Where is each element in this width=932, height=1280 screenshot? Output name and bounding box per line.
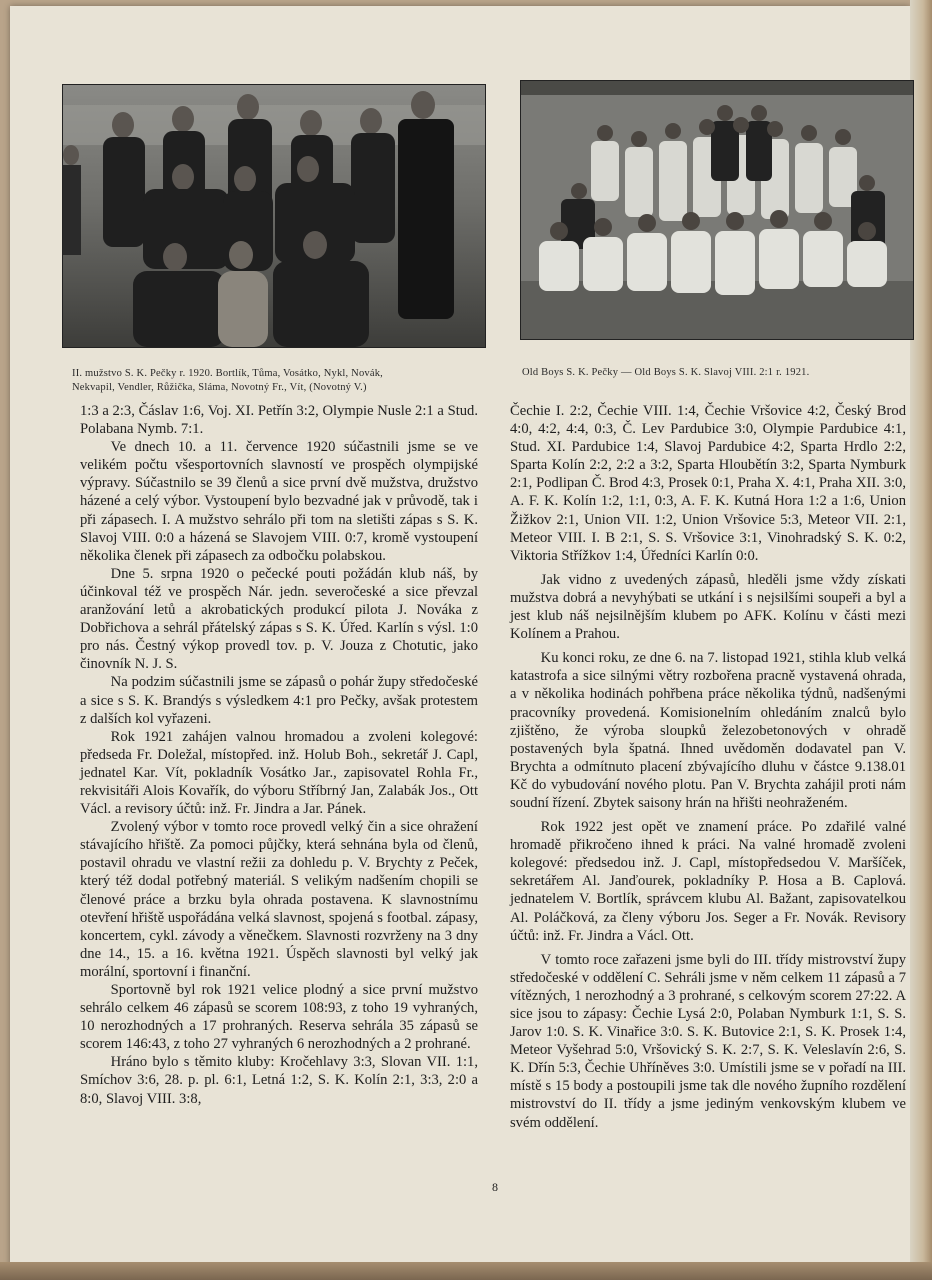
paragraph: V tomto roce zařazeni jsme byli do III. třídy mistrovství župy středočeské v oddělení C. Sehráli jsme v něm celkem 11 zápasů a 7 vítězných, 1 nerozhodný a 3 prohrané, s celkovým scorem 27:22. A sice jsou to zápasy: Čechie Lysá 2:0, Polaban Nymburk 1:1, S. S. Jarov 1:0. S. K. Vinařice 3:0. S. K. Butovice 2:1, S. K. Prosek 1:4, Meteor Vyšehrad 5:0, Vršovický S. K. 2:7, S. K. Veleslavín 2:6, S. K. Dřín 5:3, Čechie Uhříněves 3:0. Umístili jsme se v pořadí na III. místě s 15 body a postoupili jsme tak dle nového župního rozdělení mistrovství do II. třídy a jsme jediným venkovským klubem ve svém oddělení. — [510, 951, 906, 1131]
left-photo-caption — [72, 367, 492, 395]
paragraph: Ve dnech 10. a 11. července 1920 súčastnili jsme se ve velikém počtu všesportovních slavností ve prospěch olympijské výpravy. Súčastnilo se 39 členů a sice první dvě mužstva, družstvo házené a celý výbor. Vystoupení bylo bezvadné jak v průvodě, tak i při zápasech. I. A mužstvo sehrálo při tom na sletišti zápas s S. K. Slavoj VIII. 0:0 a házená se Slavojem VIII. 0:7, kromě vystoupení několika členek při zápasech za odbočku polabskou. — [80, 439, 478, 564]
paragraph: Čechie I. 2:2, Čechie VIII. 1:4, Čechie Vršovice 4:2, Český Brod 4:0, 4:2, 4:4, 0:3, Č. Lev Pardubice 3:0, Olympie Pardubice 4:1, Stud. XI. Pardubice 1:4, Slavoj Pardubice 4:2, Sparta Hrdlo 2:2, Sparta Kolín 2:2, 2:2 a 3:2, Sparta Hloubětín 3:2, Sparta Nymburk 2:1, Podlipan Č. Brod 4:3, Prosek 0:1, Praha X. 4:1, Praha XII. 3:0, A. F. K. Kolín 1:2, 1:1, 0:3, A. F. K. Kutná Hora 1:2 a 1:6, Union Žižkov 2:1, Union VII. 1:2, Union Vršovice 5:3, Meteor VII. 2:1, Meteor VIII. I. B 2:1, S. S. Vršovice 3:1, Vinohradský S. K. 0:2, Viktoria Střížkov 1:4, Úředníci Karlín 0:0. — [510, 403, 906, 564]
team-photo-left-image — [63, 85, 485, 347]
paragraph: Dne 5. srpna 1920 o pečecké pouti požádán klub náš, by účinkoval též ve prospěch Nár. jedn. severočeské a sice převzal aranžování letů a akrobatických produkcí pilota J. Nováka z Dobřichova a sehrál přátelský zápas s S. K. Úřed. Karlín s výsl. 1:0 pro nás. Čestný výkop provedl tov. p. V. Jouza z Chotutic, jako činovník N. J. S. — [80, 565, 478, 673]
team-photo-right — [520, 80, 914, 340]
paragraph: Rok 1921 zahájen valnou hromadou a zvoleni kolegové: předseda Fr. Doležal, místopřed. inž. Holub Boh., sekretář J. Capl, jednatel Kar. Vít, pokladník Vosátko Jar., zapisovatel Rohla Fr., rekvisitáři Alois Kovařík, do výboru Stříbrný Jan, Zalabák Jos., Ott Václ. a revisory účtů: inž. Fr. Jindra a Jar. Pánek. — [80, 728, 478, 818]
paragraph: 1:3 a 2:3, Čáslav 1:6, Voj. XI. Petřín 3:2, Olympie Nusle 2:1 a Stud. Polabana Nymb. 7:1. — [80, 403, 478, 438]
paragraph: Hráno bylo s těmito kluby: Kročehlavy 3:3, Slovan VII. 1:1, Smíchov 3:6, 28. p. pl. 6:1, Letná 1:2, S. K. Kolín 2:1, 3:3, 2:0 a 8:0, Slavoj VIII. 3:8, — [80, 1054, 478, 1107]
paragraph: Zvolený výbor v tomto roce provedl velký čin a sice ohražení stávajícího hřiště. Za pomoci půjčky, která sehnána byla od členů, postavil ohradu ve vlastní režii za dohledu p. V. Brychty z Peček, který též dodal potřebný materiál. S velikým nadšením chopili se členové práce a brzku byla ohrada postavena. K slavnostnímu otevření hřiště uspořádána velká slavnost, spojená s footbal. zápasy, koncertem, cykl. závody a věnečkem. Slavnosti rozvrženy na 3 dny dne 14., 15. a 16. května 1921. Úspěch slavnosti byl velký jak morální, sportovní i finanční. — [80, 819, 478, 980]
paragraph: Sportovně byl rok 1921 velice plodný a sice první mužstvo sehrálo celkem 46 zápasů se scorem 108:93, z toho 19 vyhraných, 10 nerozhodných a 17 prohraných. Reserva sehrála 35 zápasů se scorem 146:43, z toho 27 vyhraných 6 nerozhodných a 2 prohrané. — [80, 982, 478, 1053]
left-photo-caption-line1: II. mužstvo S. K. Pečky r. 1920. Bortlík, Tůma, Vosátko, Nykl, Novák, — [72, 368, 383, 379]
page-number: 8 — [492, 1180, 498, 1194]
page-bottom-edge — [0, 1262, 932, 1280]
team-photo-left — [62, 84, 486, 348]
right-photo-caption: Old Boys S. K. Pečky — Old Boys S. K. Slavoj VIII. 2:1 r. 1921. — [522, 367, 810, 378]
paragraph: Na podzim súčastnili jsme se zápasů o pohár župy středočeské a sice s S. K. Brandýs s výsledkem 4:1 pro Pečky, avšak protestem z dalších kol vyřazeni. — [80, 674, 478, 727]
paragraph: Jak vidno z uvedených zápasů, hleděli jsme vždy získati mužstva dobrá a nevyhýbati se utkání i s nejsilšími soupeři a byl a jest klub náš nejsilnějším klubem po AFK. Kolínu v části mezi Kolínem a Prahou. — [510, 571, 906, 643]
right-text-column — [510, 402, 906, 1132]
left-photo-caption-line2: Nekvapil, Vendler, Růžička, Sláma, Novotný Fr., Vít, (Novotný V.) — [72, 382, 367, 393]
paragraph: Rok 1922 jest opět ve znamení práce. Po zdařilé valné hromadě přikročeno ihned k práci. Na valné hromadě zvoleni kolegové: předsedou inž. J. Capl, místopředsedou V. Maršíček, sekretářem Al. Janďourek, pokladníky P. Hosa a B. Caplová. jednatelem V. Bortlík, správcem klubu Al. Bažant, zapisovatelkou Al. Poláčková, za členy výboru Jos. Seger a Fr. Novák. Revisory účtů: inž. Fr. Jindra a Václ. Ott. — [510, 819, 906, 944]
team-photo-right-image — [521, 81, 913, 339]
left-text-column — [80, 402, 478, 1108]
paragraph: Ku konci roku, ze dne 6. na 7. listopad 1921, stihla klub velká katastrofa a sice silnými větry rozbořena pracně vystavená ohrada, a v několika hodinách pohřbena práce několika týdnů, nadšenými pracovníky provedená. Komisionelním ohledáním znalců bylo zjištěno, že výroba sloupků železobetonových v ohradě postavených byla špatná. Ihned uvědoměn dodavatel pan V. Brychta a odmítnuto placení zbývajícího dluhu v částce 9.138.01 Kč do vybudování nového plotu. Pan V. Brychta zahájil proti nám soudní řízení. Zbytek saisony hrán na hřišti neohraženém. — [510, 650, 906, 811]
